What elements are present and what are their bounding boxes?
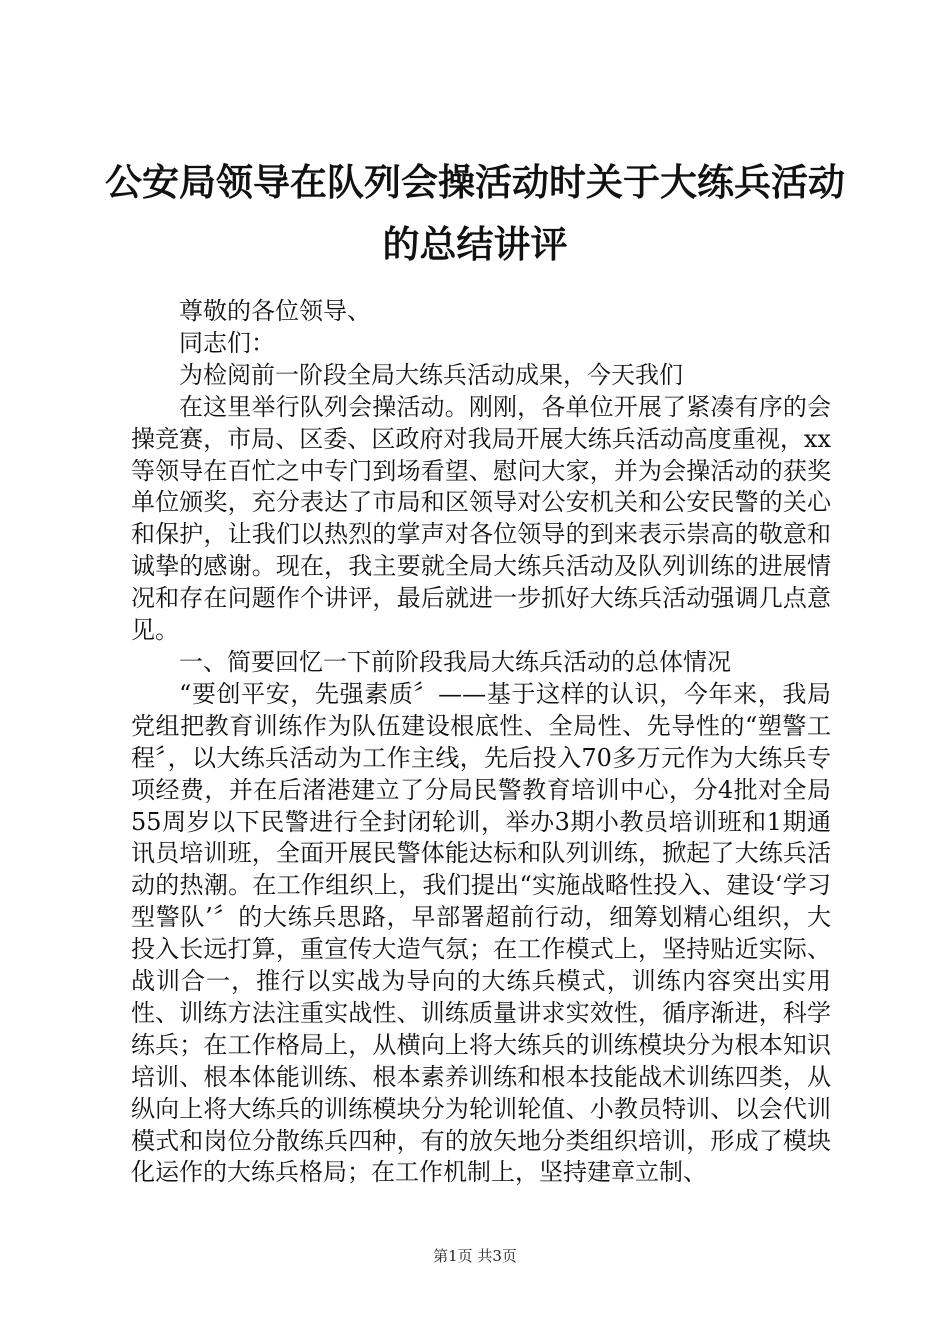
paragraph-intro-2: 在这里举行队列会操活动。刚刚，各单位开展了紧凑有序的会操竞赛，市局、区委、区政府对我局开展大练兵活动高度重视，xx等领导在百忙之中专门到场看望、慰问大家，并为会操活动的获奖单位颁奖，充分表达了市局和区领导对公安机关和公安民警的关心和保护，让我们以热烈的掌声对各位领导的到来表示崇高的敬意和诚挚的感谢。现在，我主要就全局大练兵活动及队列训练的进展情况和存在问题作个讲评，最后就进一步抓好大练兵活动强调几点意见。 [131,392,831,645]
page-number-footer: 第1页 共3页 [433,1247,517,1265]
document-body [131,296,831,1189]
salutation-line-1: 尊敬的各位领导、 [179,297,371,325]
section-heading-1: 一、简要回忆一下前阶段我局大练兵活动的总体情况 [179,647,731,676]
salutation-line-2: 同志们： [179,328,275,357]
document-title-line-1: 公安局领导在队列会操活动时关于大练兵活动 [105,161,845,204]
paragraph-section-1: “要创平安，先强素质〞——基于这样的认识，今年来，我局党组把教育训练作为队伍建设根底性、全局性、先导性的“塑警工程〞，以大练兵活动为工作主线，先后投入70多万元作为大练兵专项经费，并在后渚港建立了分局民警教育培训中心，分4批对全局55周岁以下民警进行全封闭轮训，举办3期小教员培训班和1期通讯员培训班，全面开展民警体能达标和队列训练，掀起了大练兵活动的热潮。在工作组织上，我们提出“实施战略性投入、建设‘学习型警队’〞的大练兵思路，早部署超前行动，细筹划精心组织，大投入长远打算，重宣传大造气氛；在工作模式上，坚持贴近实际、战训合一，推行以实战为导向的大练兵模式，训练内容突出实用性、训练方法注重实战性、训练质量讲求实效性，循序渐进，科学练兵；在工作格局上，从横向上将大练兵的训练模块分为根本知识培训、根本体能训练、根本素养训练和根本技能战术训练四类，从纵向上将大练兵的训练模块分为轮训轮值、小教员特训、以会代训模式和岗位分散练兵四种，有的放矢地分类组织培训，形成了模块化运作的大练兵格局；在工作机制上，坚持建章立制、 [131,679,831,1187]
paragraph-intro-1: 为检阅前一阶段全局大练兵活动成果，今天我们 [179,360,683,389]
document-title-line-2: 的总结讲评 [382,223,568,266]
